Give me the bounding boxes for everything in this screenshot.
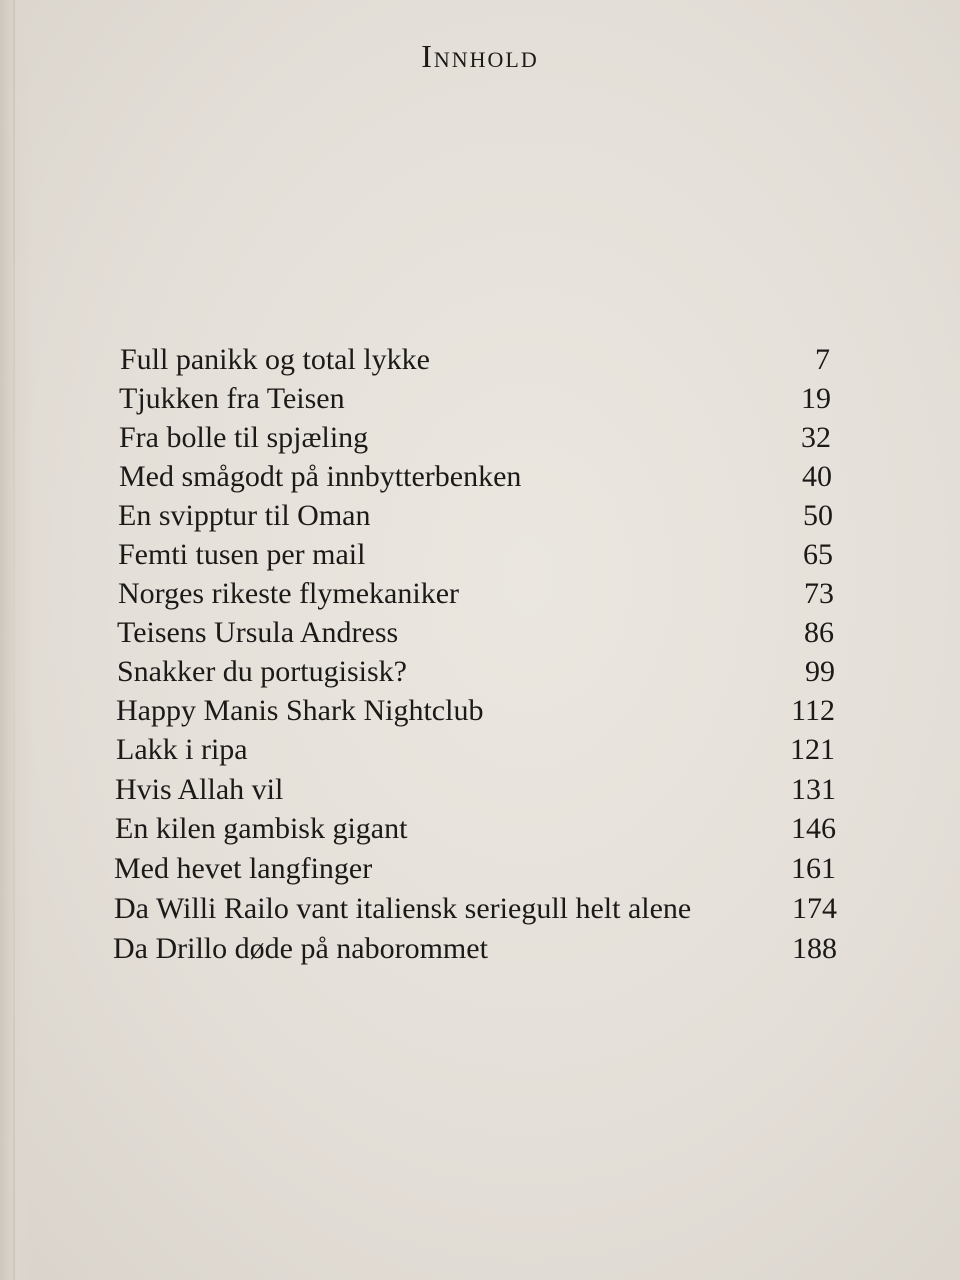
table-of-contents <box>0 340 960 980</box>
toc-entry-title: Snakker du portugisisk? <box>117 655 407 688</box>
toc-entry-title: Norges rikeste flymekaniker <box>118 577 460 610</box>
toc-entry-page: 161 <box>791 852 836 885</box>
toc-entry-page: 174 <box>792 892 837 925</box>
toc-entry <box>117 652 835 692</box>
toc-entry <box>114 849 836 889</box>
toc-entry <box>119 457 832 497</box>
toc-entry <box>114 889 837 929</box>
toc-entry <box>115 770 836 810</box>
toc-entry-page: 86 <box>804 616 834 649</box>
toc-entry-page: 40 <box>802 460 832 493</box>
toc-entry-title: Da Willi Railo vant italiensk seriegull helt alene <box>114 892 692 925</box>
toc-entry-title: Lakk i ripa <box>116 733 248 766</box>
toc-entry <box>115 809 836 849</box>
toc-entry-title: En svipptur til Oman <box>118 499 371 532</box>
toc-entry <box>117 613 834 653</box>
toc-entry-page: 65 <box>803 538 833 571</box>
toc-entry-page: 19 <box>801 382 831 415</box>
page-title: Innhold <box>421 38 539 74</box>
toc-entry-page: 32 <box>801 421 831 454</box>
toc-entry-title: Happy Manis Shark Nightclub <box>116 694 484 727</box>
toc-entry-page: 50 <box>803 499 833 532</box>
toc-entry-title: Med hevet langfinger <box>114 852 373 885</box>
toc-entry-page: 7 <box>815 343 830 376</box>
toc-entry-page: 121 <box>790 733 835 766</box>
toc-entry-page: 188 <box>792 932 837 965</box>
toc-entry-title: Teisens Ursula Andress <box>117 616 399 649</box>
toc-entry-title: Tjukken fra Teisen <box>119 382 345 415</box>
toc-entry-title: Fra bolle til spjæling <box>119 421 369 454</box>
toc-entry <box>116 730 835 770</box>
toc-entry <box>118 574 834 614</box>
toc-entry-page: 146 <box>791 812 836 845</box>
toc-entry <box>119 418 831 458</box>
toc-entry-page: 99 <box>805 655 835 688</box>
toc-entry-title: Med smågodt på innbytterbenken <box>119 460 522 493</box>
toc-entry <box>119 379 831 419</box>
toc-entry <box>113 929 837 969</box>
toc-entry-title: Da Drillo døde på naborommet <box>113 932 488 965</box>
toc-entry <box>118 496 833 536</box>
toc-entry <box>120 340 830 380</box>
toc-entry-title: En kilen gambisk gigant <box>115 812 408 845</box>
toc-entry <box>116 691 835 731</box>
toc-entry-page: 131 <box>791 773 836 806</box>
toc-entry-page: 112 <box>791 694 835 727</box>
toc-entry-title: Hvis Allah vil <box>115 773 284 806</box>
toc-entry-page: 73 <box>804 577 834 610</box>
toc-entry-title: Femti tusen per mail <box>118 538 366 571</box>
toc-entry-title: Full panikk og total lykke <box>120 343 430 376</box>
toc-entry <box>118 535 833 575</box>
